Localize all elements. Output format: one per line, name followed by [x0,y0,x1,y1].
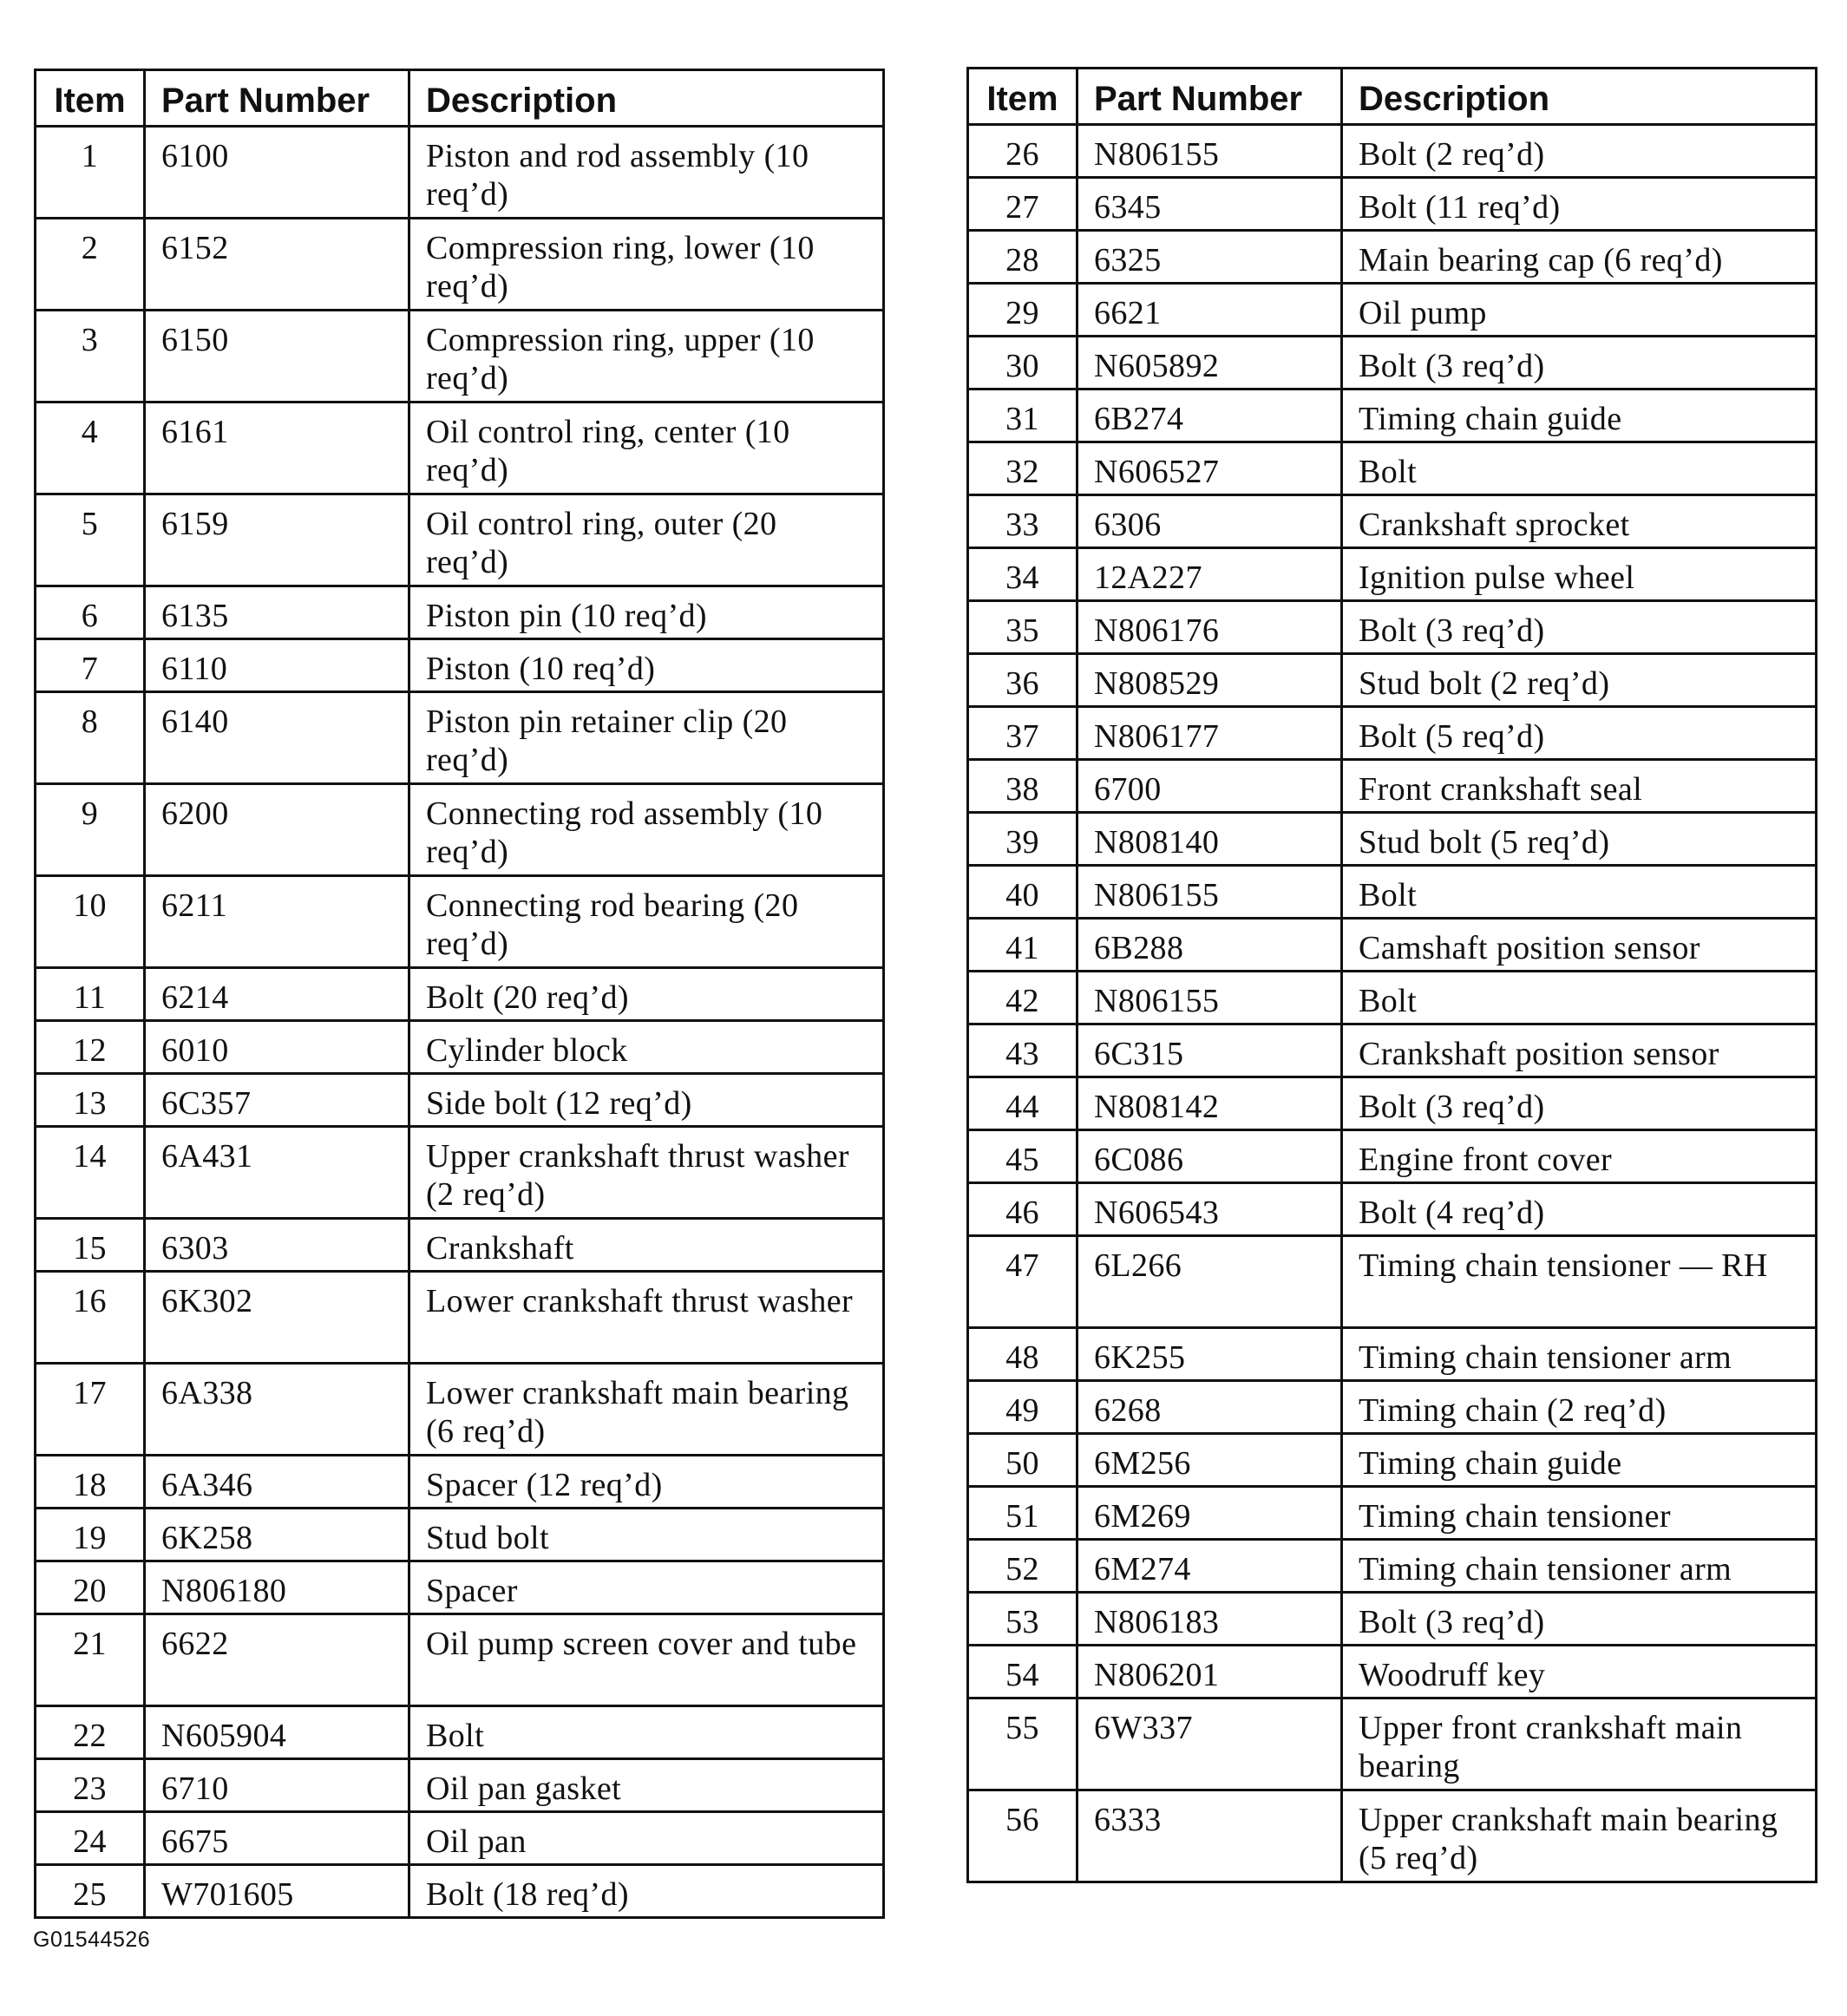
part-number: 6B288 [1077,919,1342,972]
part-number: 6K255 [1077,1328,1342,1381]
header-description: Description [1342,69,1817,125]
table-row [968,1434,1817,1487]
item-number: 37 [968,707,1077,760]
table-row [36,1561,884,1614]
part-number: 6K258 [145,1509,409,1561]
description: Bolt (18 req’d) [409,1865,884,1918]
table-row [36,876,884,968]
description: Bolt (11 req’d) [1342,178,1817,231]
item-number: 48 [968,1328,1077,1381]
item-number: 2 [36,219,145,311]
part-number: 6C086 [1077,1130,1342,1183]
description: Bolt [409,1706,884,1759]
part-number: 6700 [1077,760,1342,813]
table-row [36,1074,884,1127]
table-row [36,639,884,692]
table-row [36,692,884,784]
description: Connecting rod bearing (20 req’d) [409,876,884,968]
table-row [968,1236,1817,1328]
table-row [36,311,884,403]
item-number: 24 [36,1812,145,1865]
part-number: N806177 [1077,707,1342,760]
description: Upper front crankshaft main bearing [1342,1699,1817,1790]
item-number: 17 [36,1364,145,1456]
description: Connecting rod assembly (10 req’d) [409,784,884,876]
description: Camshaft position sensor [1342,919,1817,972]
part-number: 6710 [145,1759,409,1812]
item-number: 32 [968,442,1077,495]
description: Lower crankshaft thrust washer [409,1272,884,1364]
item-number: 26 [968,125,1077,178]
part-number: 6A431 [145,1127,409,1219]
item-number: 12 [36,1021,145,1074]
item-number: 10 [36,876,145,968]
table-row [968,654,1817,707]
table-row [968,1790,1817,1882]
table-row [968,1328,1817,1381]
description: Crankshaft sprocket [1342,495,1817,548]
item-number: 52 [968,1540,1077,1593]
part-number: 6135 [145,586,409,639]
description: Upper crankshaft main bearing (5 req’d) [1342,1790,1817,1882]
item-number: 14 [36,1127,145,1219]
item-number: 21 [36,1614,145,1706]
item-number: 23 [36,1759,145,1812]
table-row [968,389,1817,442]
description: Piston pin retainer clip (20 req’d) [409,692,884,784]
description: Lower crankshaft main bearing (6 req’d) [409,1364,884,1456]
part-number: 6150 [145,311,409,403]
description: Timing chain guide [1342,1434,1817,1487]
description: Bolt (5 req’d) [1342,707,1817,760]
part-number: 6675 [145,1812,409,1865]
item-number: 4 [36,403,145,494]
part-number: 6110 [145,639,409,692]
table-row [36,1812,884,1865]
item-number: 30 [968,337,1077,389]
item-number: 15 [36,1219,145,1272]
table-row [968,125,1817,178]
table-row [36,1456,884,1509]
item-number: 51 [968,1487,1077,1540]
item-number: 20 [36,1561,145,1614]
description: Timing chain guide [1342,389,1817,442]
item-number: 28 [968,231,1077,284]
table-row [968,866,1817,919]
table-row [968,1381,1817,1434]
description: Compression ring, lower (10 req’d) [409,219,884,311]
item-number: 38 [968,760,1077,813]
table-row [968,495,1817,548]
table-row [968,231,1817,284]
item-number: 44 [968,1077,1077,1130]
item-number: 3 [36,311,145,403]
description: Timing chain tensioner [1342,1487,1817,1540]
table-row [968,813,1817,866]
table-row [36,586,884,639]
description: Side bolt (12 req’d) [409,1074,884,1127]
part-number: 6C315 [1077,1024,1342,1077]
table-row [36,127,884,219]
part-number: 6A346 [145,1456,409,1509]
description: Bolt [1342,866,1817,919]
item-number: 50 [968,1434,1077,1487]
description: Bolt (2 req’d) [1342,125,1817,178]
table-row [968,1540,1817,1593]
item-number: 47 [968,1236,1077,1328]
table-row [36,1614,884,1706]
item-number: 35 [968,601,1077,654]
part-number: N806155 [1077,125,1342,178]
table-row [968,1699,1817,1790]
header-description: Description [409,70,884,127]
part-number: N808140 [1077,813,1342,866]
part-number: 6010 [145,1021,409,1074]
table-row [968,1183,1817,1236]
item-number: 1 [36,127,145,219]
part-number: 6325 [1077,231,1342,284]
item-number: 39 [968,813,1077,866]
description: Spacer [409,1561,884,1614]
table-row [36,219,884,311]
item-number: 9 [36,784,145,876]
item-number: 36 [968,654,1077,707]
table-row [36,1706,884,1759]
table-row [36,1364,884,1456]
part-number: 6C357 [145,1074,409,1127]
item-number: 25 [36,1865,145,1918]
description: Piston pin (10 req’d) [409,586,884,639]
item-number: 13 [36,1074,145,1127]
part-number: N606543 [1077,1183,1342,1236]
part-number: N806183 [1077,1593,1342,1646]
part-number: N806155 [1077,866,1342,919]
item-number: 55 [968,1699,1077,1790]
description: Stud bolt [409,1509,884,1561]
part-number: 6306 [1077,495,1342,548]
description: Cylinder block [409,1021,884,1074]
header-part-number: Part Number [145,70,409,127]
table-row [36,1021,884,1074]
part-number: 6140 [145,692,409,784]
table-row [968,442,1817,495]
description: Crankshaft [409,1219,884,1272]
description: Bolt (3 req’d) [1342,601,1817,654]
header-row [968,69,1817,125]
description: Oil control ring, outer (20 req’d) [409,494,884,586]
part-number: N808142 [1077,1077,1342,1130]
part-number: N806155 [1077,972,1342,1024]
part-number: 6L266 [1077,1236,1342,1328]
description: Timing chain tensioner arm [1342,1328,1817,1381]
description: Front crankshaft seal [1342,760,1817,813]
part-number: N806176 [1077,601,1342,654]
description: Bolt [1342,442,1817,495]
part-number: N605892 [1077,337,1342,389]
item-number: 11 [36,968,145,1021]
table-row [36,494,884,586]
description: Timing chain tensioner — RH [1342,1236,1817,1328]
item-number: 42 [968,972,1077,1024]
part-number: 6333 [1077,1790,1342,1882]
item-number: 27 [968,178,1077,231]
part-number: 6345 [1077,178,1342,231]
part-number: N806201 [1077,1646,1342,1699]
description: Stud bolt (5 req’d) [1342,813,1817,866]
part-number: 6K302 [145,1272,409,1364]
description: Stud bolt (2 req’d) [1342,654,1817,707]
description: Upper crankshaft thrust washer (2 req’d) [409,1127,884,1219]
description: Engine front cover [1342,1130,1817,1183]
description: Bolt (3 req’d) [1342,1077,1817,1130]
table-row [968,760,1817,813]
table-row [968,1077,1817,1130]
item-number: 40 [968,866,1077,919]
description: Oil pan [409,1812,884,1865]
description: Piston and rod assembly (10 req’d) [409,127,884,219]
part-number: 6M274 [1077,1540,1342,1593]
description: Oil pump screen cover and tube [409,1614,884,1706]
part-number: 6M269 [1077,1487,1342,1540]
part-number: 6B274 [1077,389,1342,442]
item-number: 56 [968,1790,1077,1882]
item-number: 33 [968,495,1077,548]
item-number: 54 [968,1646,1077,1699]
item-number: 5 [36,494,145,586]
description: Woodruff key [1342,1646,1817,1699]
description: Timing chain tensioner arm [1342,1540,1817,1593]
item-number: 8 [36,692,145,784]
item-number: 46 [968,1183,1077,1236]
description: Bolt (4 req’d) [1342,1183,1817,1236]
table-row [968,337,1817,389]
table-row [968,1646,1817,1699]
table-row [968,548,1817,601]
part-number: W701605 [145,1865,409,1918]
description: Ignition pulse wheel [1342,548,1817,601]
table-row [36,1219,884,1272]
part-number: 6200 [145,784,409,876]
part-number: 6100 [145,127,409,219]
description: Bolt (20 req’d) [409,968,884,1021]
item-number: 34 [968,548,1077,601]
item-number: 49 [968,1381,1077,1434]
part-number: 6214 [145,968,409,1021]
description: Piston (10 req’d) [409,639,884,692]
description: Bolt [1342,972,1817,1024]
item-number: 43 [968,1024,1077,1077]
part-number: 6W337 [1077,1699,1342,1790]
part-number: 6303 [145,1219,409,1272]
table-row [36,1127,884,1219]
item-number: 29 [968,284,1077,337]
description: Oil control ring, center (10 req’d) [409,403,884,494]
table-row [968,601,1817,654]
parts-table-left [34,69,885,1919]
table-row [968,284,1817,337]
table-row [968,178,1817,231]
part-number: 6268 [1077,1381,1342,1434]
part-number: 6A338 [145,1364,409,1456]
item-number: 53 [968,1593,1077,1646]
description: Spacer (12 req’d) [409,1456,884,1509]
part-number: 6211 [145,876,409,968]
parts-table-right [966,67,1818,1883]
header-item: Item [36,70,145,127]
part-number: 6M256 [1077,1434,1342,1487]
table-row [968,1487,1817,1540]
item-number: 16 [36,1272,145,1364]
item-number: 19 [36,1509,145,1561]
table-row [36,1509,884,1561]
part-number: N808529 [1077,654,1342,707]
table-row [968,1593,1817,1646]
item-number: 45 [968,1130,1077,1183]
figure-id: G01544526 [33,1928,151,1952]
table-row [36,784,884,876]
item-number: 6 [36,586,145,639]
table-row [968,1024,1817,1077]
table-row [36,968,884,1021]
description: Main bearing cap (6 req’d) [1342,231,1817,284]
header-part-number: Part Number [1077,69,1342,125]
item-number: 22 [36,1706,145,1759]
part-number: 6621 [1077,284,1342,337]
table-row [36,403,884,494]
part-number: 12A227 [1077,548,1342,601]
item-number: 18 [36,1456,145,1509]
item-number: 7 [36,639,145,692]
table-row [968,1130,1817,1183]
table-row [968,919,1817,972]
part-number: 6159 [145,494,409,586]
table-row [36,1865,884,1918]
description: Bolt (3 req’d) [1342,1593,1817,1646]
item-number: 41 [968,919,1077,972]
header-item: Item [968,69,1077,125]
part-number: 6622 [145,1614,409,1706]
part-number: N806180 [145,1561,409,1614]
part-number: N606527 [1077,442,1342,495]
table-row [36,1272,884,1364]
description: Oil pan gasket [409,1759,884,1812]
header-row [36,70,884,127]
description: Crankshaft position sensor [1342,1024,1817,1077]
table-row [968,972,1817,1024]
item-number: 31 [968,389,1077,442]
table-row [36,1759,884,1812]
table-row [968,707,1817,760]
description: Timing chain (2 req’d) [1342,1381,1817,1434]
description: Bolt (3 req’d) [1342,337,1817,389]
part-number: 6161 [145,403,409,494]
part-number: 6152 [145,219,409,311]
part-number: N605904 [145,1706,409,1759]
description: Compression ring, upper (10 req’d) [409,311,884,403]
description: Oil pump [1342,284,1817,337]
